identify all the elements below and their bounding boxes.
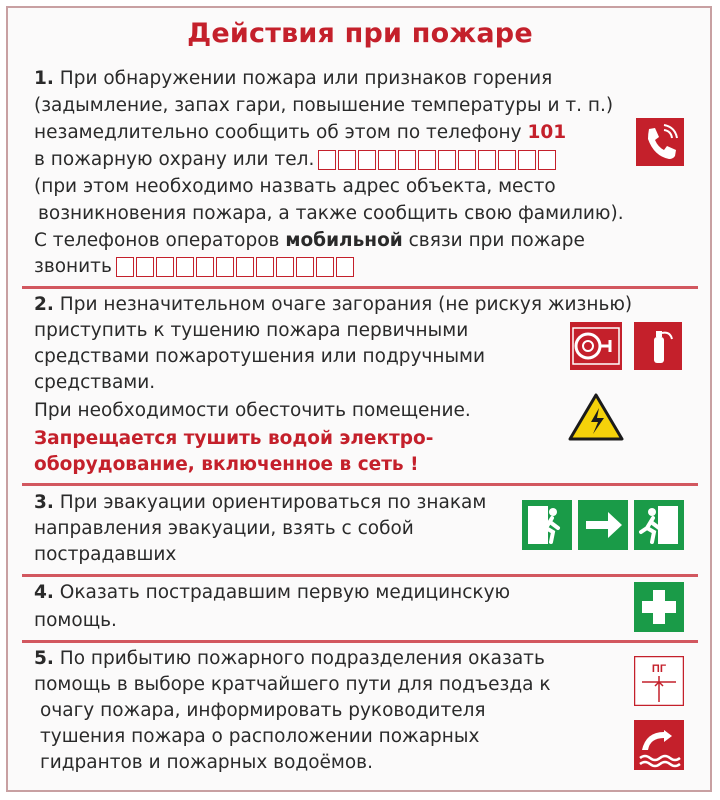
page-title: Действия при пожаре: [187, 18, 533, 49]
section-2-line-1: [34, 294, 632, 315]
fire-phone-number: 101: [527, 122, 567, 143]
section-5-number: 5.: [34, 648, 54, 669]
section-1-line-5: (при этом необходимо назвать адрес объекта, место: [34, 176, 556, 197]
section-3-line-1: [34, 492, 486, 513]
section-5-line-1: [34, 648, 545, 669]
section-divider: [22, 640, 698, 643]
section-4-line-1: [34, 582, 510, 603]
section-5-text: По прибытию пожарного подразделения оказать: [59, 648, 545, 669]
fire-hose-icon: [570, 322, 622, 370]
warning-line-1: Запрещается тушить водой электро-: [34, 428, 434, 449]
section-1-text: звонить: [34, 256, 112, 277]
direction-arrow-icon: [578, 500, 628, 550]
section-3-text: При эвакуации ориентироваться по знакам: [59, 492, 487, 513]
section-5-line-2: помощь в выборе кратчайшего пути для подъезда к: [34, 674, 551, 695]
section-1-number: 1.: [34, 68, 54, 89]
section-1-line-6: возникновения пожара, а также сообщить свою фамилию).: [38, 203, 624, 224]
section-3-number: 3.: [34, 492, 54, 513]
section-4-line-2: помощь.: [34, 610, 117, 631]
phone-icon: [636, 118, 684, 166]
section-5-line-4: тушения пожара о расположении пожарных: [40, 726, 480, 747]
section-3-line-2: направления эвакуации, взять с собой: [34, 518, 414, 539]
section-1-line-8: [34, 256, 356, 277]
first-aid-icon: [634, 582, 684, 632]
section-2-line-5: При необходимости обесточить помещение.: [34, 400, 471, 421]
section-5-line-5: гидрантов и пожарных водоёмов.: [40, 752, 373, 773]
section-1-text: связи при пожаре: [402, 230, 585, 251]
section-1-text: незамедлительно сообщить об этом по телефону: [34, 122, 528, 143]
section-4-number: 4.: [34, 582, 54, 603]
fire-water-source-icon: [634, 720, 684, 770]
section-2-line-4: средствами.: [34, 372, 156, 393]
hydrant-label: ПГ: [651, 663, 667, 675]
section-1-line-7: [34, 230, 585, 251]
emergency-exit-icon: [522, 500, 572, 550]
section-1-text: в пожарную охрану или тел.: [34, 149, 315, 170]
fire-extinguisher-icon: [634, 322, 682, 370]
section-2-line-3: средствами пожаротушения или подручными: [34, 346, 486, 367]
mobile-number-field: [116, 257, 356, 277]
section-2-number: 2.: [34, 294, 54, 315]
warning-line-2: оборудование, включенное в сеть !: [34, 454, 419, 475]
section-3-line-3: пострадавших: [34, 544, 177, 565]
electric-hazard-icon: [568, 392, 624, 442]
section-divider: [22, 286, 698, 289]
section-1-text: С телефонов операторов: [34, 230, 286, 251]
emergency-exit-icon: [634, 500, 684, 550]
section-divider: [22, 574, 698, 577]
section-5-line-3: очагу пожара, информировать руководителя: [40, 700, 486, 721]
section-1-line-1: [34, 68, 552, 89]
phone-number-field: [318, 150, 558, 170]
section-1-line-3: [34, 122, 566, 143]
section-divider: [22, 483, 698, 486]
fire-hydrant-sign-icon: [634, 656, 684, 706]
section-1-line-4: [34, 149, 558, 170]
section-2-text: При незначительном очаге загорания (не рискуя жизнью): [59, 294, 633, 315]
section-4-text: Оказать пострадавшим первую медицинскую: [59, 582, 511, 603]
section-1-text-bold: мобильной: [285, 230, 403, 251]
section-2-line-2: приступить к тушению пожара первичными: [34, 320, 469, 341]
section-1-text: При обнаружении пожара или признаков горения: [59, 68, 553, 89]
section-1-line-2: (задымление, запах гари, повышение температуры и т. п.): [34, 95, 614, 116]
